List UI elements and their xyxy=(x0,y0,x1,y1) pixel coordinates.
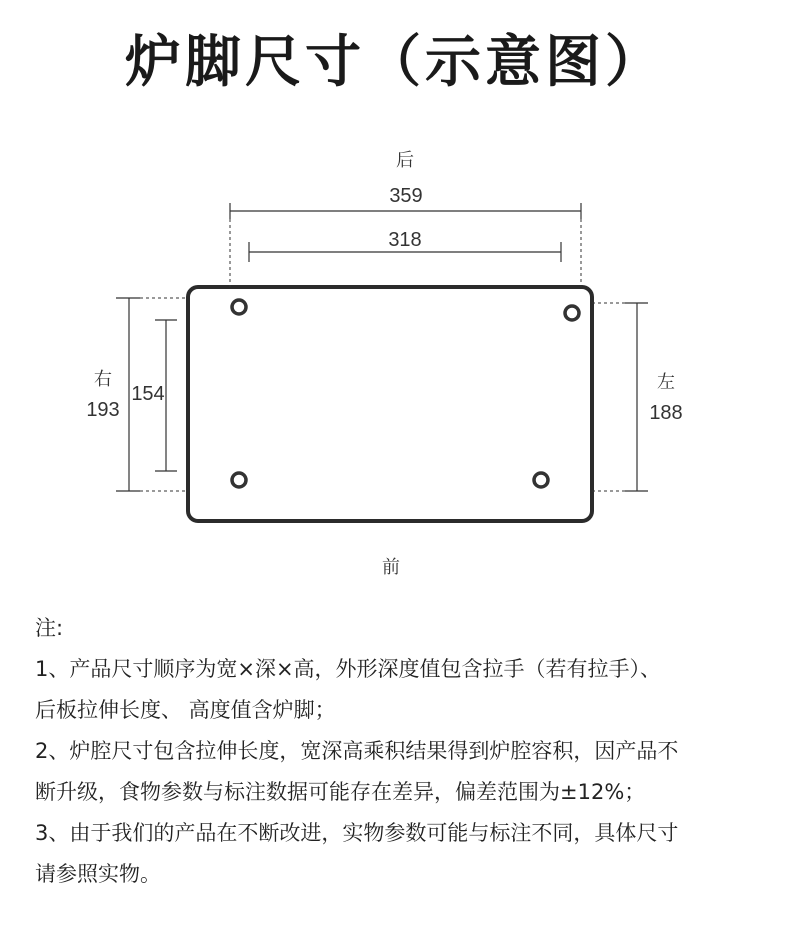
label-front: 前 xyxy=(382,557,400,577)
note-line: 请参照实物。 xyxy=(35,862,161,886)
note-line: 1、产品尺寸顺序为宽×深×高，外形深度值包含拉手（若有拉手）、 xyxy=(35,657,662,681)
label-left: 左 xyxy=(657,372,675,392)
note-line: 3、由于我们的产品在不断改进，实物参数可能与标注不同，具体尺寸 xyxy=(35,821,679,845)
label-depth-right-inner: 154 xyxy=(131,383,165,405)
foot-front-left xyxy=(232,473,246,487)
foot-back-right xyxy=(565,306,579,320)
label-depth-left: 188 xyxy=(649,402,683,424)
notes-section xyxy=(35,608,785,895)
label-right: 右 xyxy=(94,369,112,389)
label-back: 后 xyxy=(396,150,414,170)
label-depth-right-outer: 193 xyxy=(86,399,120,421)
foot-dimension-diagram xyxy=(0,130,790,590)
page-title: 炉脚尺寸（示意图） xyxy=(125,30,665,95)
device-outline xyxy=(188,287,592,521)
foot-back-left xyxy=(232,300,246,314)
note-line: 2、炉腔尺寸包含拉伸长度，宽深高乘积结果得到炉腔容积，因产品不 xyxy=(35,739,679,763)
note-line: 断升级，食物参数与标注数据可能存在差异，偏差范围为±12%； xyxy=(35,780,646,804)
note-line: 后板拉伸长度、 高度值含炉脚； xyxy=(35,698,336,722)
label-width-outer: 359 xyxy=(389,185,423,207)
foot-front-right xyxy=(534,473,548,487)
label-width-inner: 318 xyxy=(388,229,422,251)
notes-heading: 注: xyxy=(35,616,64,640)
